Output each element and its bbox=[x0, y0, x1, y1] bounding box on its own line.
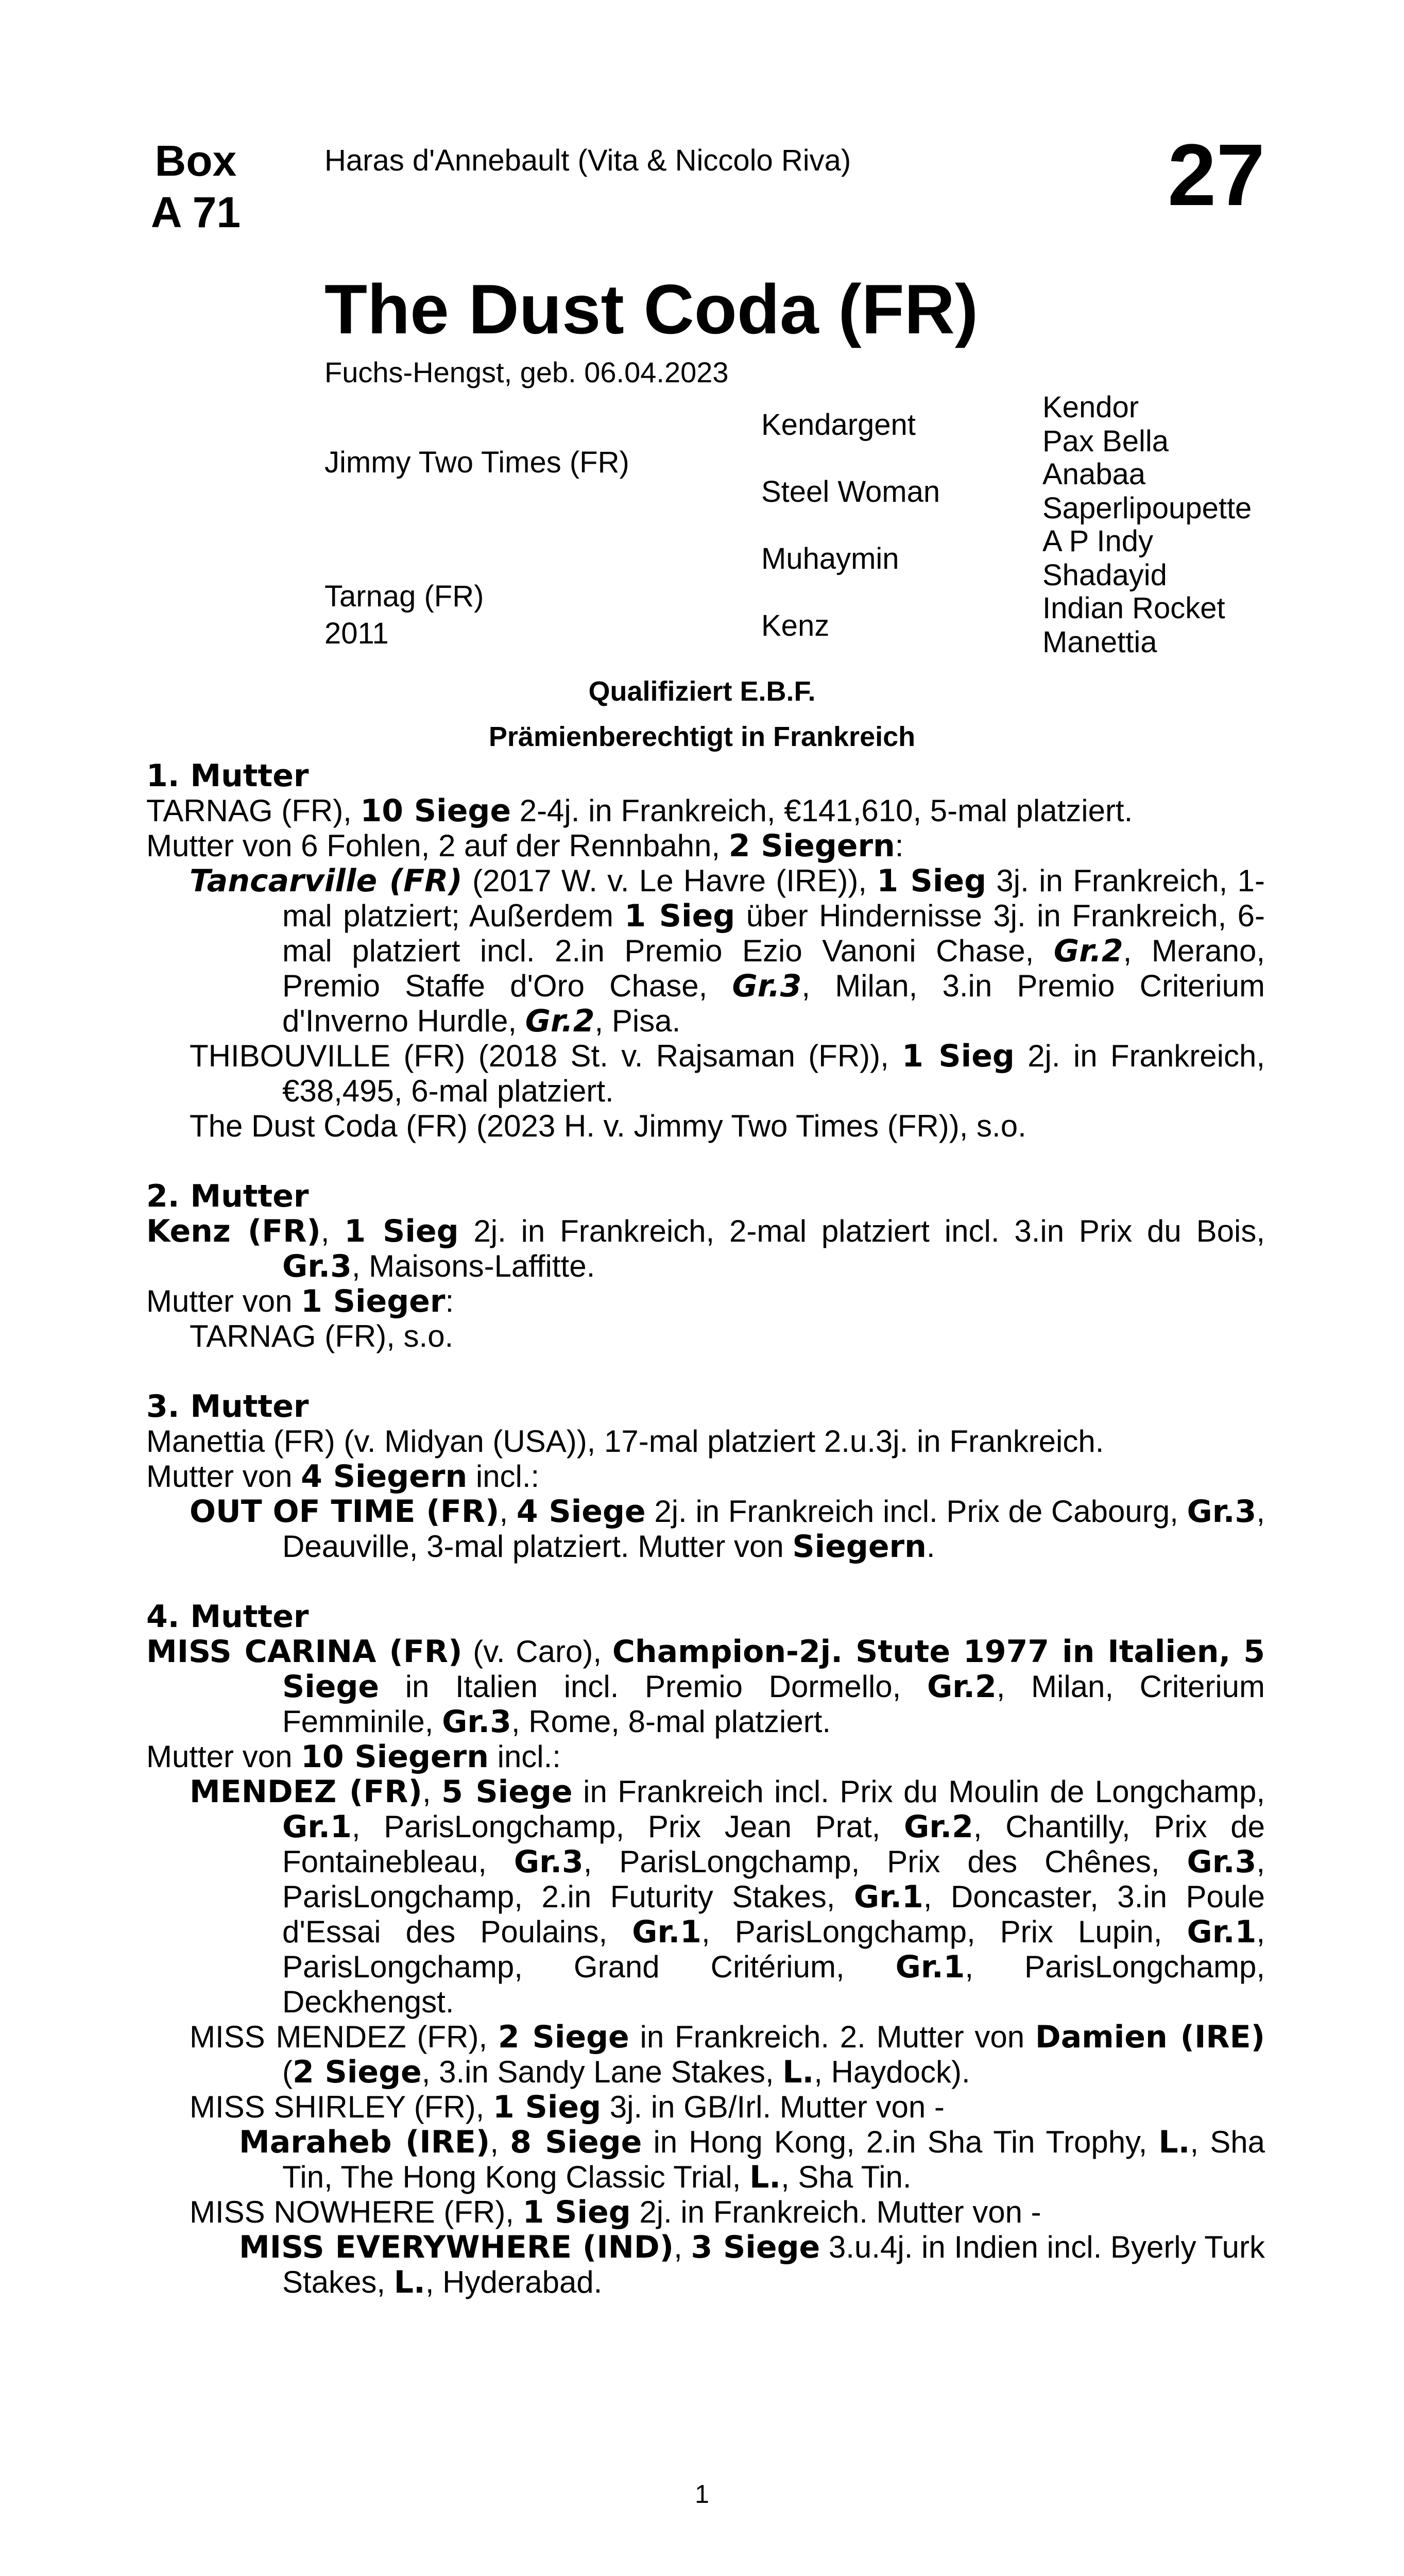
grand-offspring-miss-everywhere: MISS EVERYWHERE (IND), 3 Siege 3.u.4j. in Indien incl. Byerly Turk Stakes, L., Hyderabad. bbox=[239, 2229, 1265, 2300]
pedigree-ggp-4: Saperlipoupette bbox=[1042, 492, 1252, 525]
pedigree-sire-dam: Steel Woman bbox=[761, 475, 940, 509]
owner-name: Haras d'Annebault (Vita & Niccolo Riva) bbox=[324, 144, 851, 177]
pedigree-ggp-3: Anabaa bbox=[1042, 457, 1145, 491]
grand-offspring-maraheb: Maraheb (IRE), 8 Siege in Hong Kong, 2.in Sha Tin Trophy, L., Sha Tin, The Hong Kong Classic Trial, L., Sha Tin. bbox=[239, 2124, 1265, 2195]
section-title-3: 3. Mutter bbox=[146, 1388, 309, 1425]
lot-number: 27 bbox=[1167, 126, 1265, 224]
catalogue-content bbox=[146, 758, 1265, 2300]
pedigree-ggp-8: Manettia bbox=[1042, 625, 1157, 659]
first-dam-produce: Mutter von 6 Fohlen, 2 auf der Rennbahn, 2 Siegern: bbox=[146, 828, 904, 864]
page-number: 1 bbox=[695, 2480, 709, 2509]
third-dam-record: Manettia (FR) (v. Midyan (USA)), 17-mal platziert 2.u.3j. in Frankreich. bbox=[146, 1424, 1104, 1459]
horse-description: Fuchs-Hengst, geb. 06.04.2023 bbox=[324, 356, 729, 388]
pedigree-ggp-2: Pax Bella bbox=[1042, 425, 1169, 458]
pedigree-dam-dam: Kenz bbox=[761, 609, 830, 642]
third-dam-produce: Mutter von 4 Siegern incl.: bbox=[146, 1459, 540, 1495]
box-label-line1: Box bbox=[155, 137, 237, 185]
qualification-premium: Prämienberechtigt in Frankreich bbox=[488, 721, 916, 752]
pedigree-ggp-6: Shadayid bbox=[1042, 558, 1167, 592]
pedigree-dam: Tarnag (FR) bbox=[324, 580, 484, 613]
first-dam-record: TARNAG (FR), 10 Siege 2-4j. in Frankreich, €141,610, 5-mal platziert. bbox=[146, 793, 1133, 829]
fourth-dam-record: MISS CARINA (FR) (v. Caro), Champion-2j. Stute 1977 in Italien, 5 Siege in Italien incl. Premio Dormello, Gr.2, Milan, Criterium Femminile, Gr.3, Rome, 8-mal platziert. bbox=[146, 1634, 1265, 1740]
qualification-ebf: Qualifiziert E.B.F. bbox=[588, 676, 816, 707]
box-label bbox=[144, 135, 247, 238]
offspring-miss-shirley: MISS SHIRLEY (FR), 1 Sieg 3j. in GB/Irl. Mutter von - bbox=[190, 2089, 945, 2125]
pedigree-dam-year: 2011 bbox=[324, 617, 389, 650]
offspring-the-dust-coda: The Dust Coda (FR) (2023 H. v. Jimmy Two Times (FR)), s.o. bbox=[190, 1109, 1026, 1143]
pedigree-sire: Jimmy Two Times (FR) bbox=[324, 446, 629, 479]
offspring-thibouville: THIBOUVILLE (FR) (2018 St. v. Rajsaman (FR)), 1 Sieg 2j. in Frankreich, €38,495, 6-mal platziert. bbox=[190, 1038, 1265, 1108]
section-title-2: 2. Mutter bbox=[146, 1178, 309, 1214]
pedigree-dam-sire: Muhaymin bbox=[761, 542, 899, 575]
offspring-miss-mendez: MISS MENDEZ (FR), 2 Siege in Frankreich. 2. Mutter von Damien (IRE) (2 Siege, 3.in Sandy Lane Stakes, L., Haydock). bbox=[190, 2019, 1265, 2090]
offspring-mendez: MENDEZ (FR), 5 Siege in Frankreich incl. Prix du Moulin de Longchamp, Gr.1, ParisLongchamp, Prix Jean Prat, Gr.2, Chantilly, Prix de Fontainebleau, Gr.3, ParisLongchamp, Prix des Chênes, Gr.3, ParisLongchamp, 2.in Futurity Stakes, Gr.1, Doncaster, 3.in Poule d'Essai des Poulains, Gr.1, ParisLongchamp, Prix Lupin, Gr.1, ParisLongchamp, Grand Critérium, Gr.1, ParisLongchamp, Deckhengst. bbox=[190, 1774, 1265, 2019]
second-dam-record: Kenz (FR), 1 Sieg 2j. in Frankreich, 2-mal platziert incl. 3.in Prix du Bois, Gr.3, Maisons-Laffitte. bbox=[146, 1213, 1265, 1284]
section-title-4: 4. Mutter bbox=[146, 1599, 309, 1635]
fourth-dam-produce: Mutter von 10 Siegern incl.: bbox=[146, 1739, 561, 1775]
pedigree-ggp-7: Indian Rocket bbox=[1042, 591, 1225, 625]
horse-name: The Dust Coda (FR) bbox=[324, 270, 979, 348]
box-label-line2: A 71 bbox=[150, 188, 241, 236]
pedigree-ggp-1: Kendor bbox=[1042, 391, 1139, 424]
offspring-miss-nowhere: MISS NOWHERE (FR), 1 Sieg 2j. in Frankreich. Mutter von - bbox=[190, 2194, 1041, 2230]
pedigree-sire-sire: Kendargent bbox=[761, 408, 916, 442]
pedigree-ggp-5: A P Indy bbox=[1042, 524, 1153, 558]
section-title-1: 1. Mutter bbox=[146, 758, 309, 794]
offspring-tarnag: TARNAG (FR), s.o. bbox=[190, 1319, 454, 1353]
offspring-tancarville: Tancarville (FR) (2017 W. v. Le Havre (IRE)), 1 Sieg 3j. in Frankreich, 1-mal platziert; Außerdem 1 Sieg über Hindernisse 3j. in Frankreich, 6-mal platziert incl. 2.in Premio Ezio Vanoni Chase, Gr.2, Merano, Premio Staffe d'Oro Chase, Gr.3, Milan, 3.in Premio Criterium d'Inverno Hurdle, Gr.2, Pisa. bbox=[190, 863, 1265, 1039]
offspring-out-of-time: OUT OF TIME (FR), 4 Siege 2j. in Frankreich incl. Prix de Cabourg, Gr.3, Deauville, 3-mal platziert. Mutter von Siegern. bbox=[190, 1494, 1265, 1565]
second-dam-produce: Mutter von 1 Sieger: bbox=[146, 1283, 454, 1319]
